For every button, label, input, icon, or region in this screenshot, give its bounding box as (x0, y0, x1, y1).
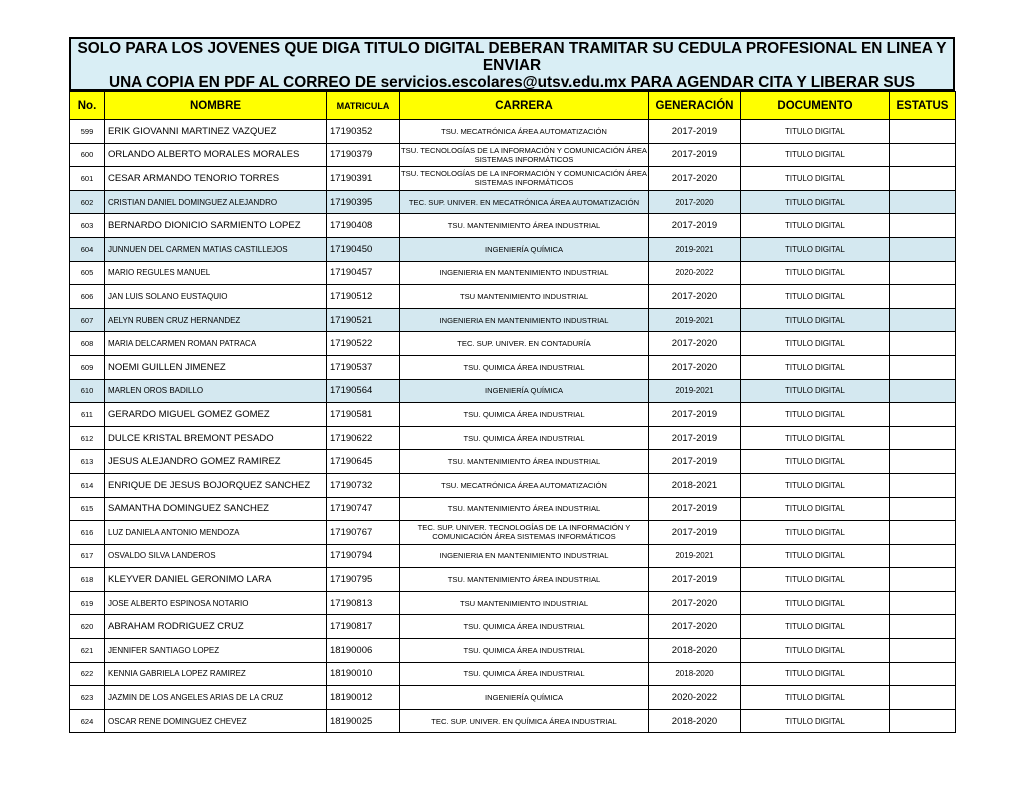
cell-matricula: 17190732 (327, 473, 400, 497)
table-row (70, 686, 956, 710)
cell-carrera: TEC. SUP. UNIVER. EN MECATRÓNICA ÁREA AUTOMATIZACIÓN (400, 190, 649, 214)
cell-matricula: 17190457 (327, 261, 400, 285)
cell-matricula: 17190512 (327, 285, 400, 309)
cell-generacion: 2018-2021 (649, 473, 741, 497)
cell-generacion: 2017-2020 (649, 285, 741, 309)
cell-documento: TITULO DIGITAL (741, 237, 890, 261)
cell-documento: TITULO DIGITAL (741, 355, 890, 379)
cell-documento: TITULO DIGITAL (741, 214, 890, 238)
cell-matricula: 17190813 (327, 591, 400, 615)
header-no: No. (70, 92, 105, 120)
cell-generacion: 2019-2021 (649, 237, 741, 261)
cell-no: 606 (70, 285, 105, 309)
cell-documento: TITULO DIGITAL (741, 403, 890, 427)
cell-estatus (890, 261, 956, 285)
cell-carrera: TSU. MANTENIMIENTO ÁREA INDUSTRIAL (400, 497, 649, 521)
cell-nombre: AELYN RUBEN CRUZ HERNANDEZ (105, 308, 327, 332)
cell-nombre: MARIO REGULES MANUEL (105, 261, 327, 285)
table-row (70, 120, 956, 144)
cell-generacion: 2018-2020 (649, 639, 741, 663)
cell-nombre: JENNIFER SANTIAGO LOPEZ (105, 639, 327, 663)
cell-documento: TITULO DIGITAL (741, 308, 890, 332)
cell-generacion: 2018-2020 (649, 709, 741, 733)
cell-no: 602 (70, 190, 105, 214)
cell-estatus (890, 214, 956, 238)
cell-matricula: 17190395 (327, 190, 400, 214)
cell-estatus (890, 120, 956, 144)
header-matricula: MATRICULA (327, 92, 400, 120)
cell-estatus (890, 355, 956, 379)
cell-estatus (890, 403, 956, 427)
cell-estatus (890, 686, 956, 710)
cell-nombre: GERARDO MIGUEL GOMEZ GOMEZ (105, 403, 327, 427)
cell-documento: TITULO DIGITAL (741, 615, 890, 639)
cell-no: 600 (70, 143, 105, 167)
table-row (70, 709, 956, 733)
cell-estatus (890, 639, 956, 663)
cell-documento: TITULO DIGITAL (741, 285, 890, 309)
cell-no: 605 (70, 261, 105, 285)
table-row (70, 403, 956, 427)
table-row (70, 473, 956, 497)
table-row (70, 568, 956, 592)
cell-matricula: 17190537 (327, 355, 400, 379)
cell-documento: TITULO DIGITAL (741, 450, 890, 474)
cell-estatus (890, 544, 956, 568)
cell-no: 603 (70, 214, 105, 238)
cell-nombre: MARLEN OROS BADILLO (105, 379, 327, 403)
cell-generacion: 2017-2019 (649, 403, 741, 427)
cell-estatus (890, 143, 956, 167)
table-row (70, 355, 956, 379)
cell-carrera: INGENIERÍA QUÍMICA (400, 379, 649, 403)
cell-estatus (890, 615, 956, 639)
cell-no: 619 (70, 591, 105, 615)
cell-no: 613 (70, 450, 105, 474)
cell-generacion: 2020-2022 (649, 261, 741, 285)
cell-estatus (890, 709, 956, 733)
cell-no: 611 (70, 403, 105, 427)
cell-nombre: SAMANTHA DOMINGUEZ SANCHEZ (105, 497, 327, 521)
cell-documento: TITULO DIGITAL (741, 190, 890, 214)
cell-estatus (890, 426, 956, 450)
cell-nombre: JAN LUIS SOLANO EUSTAQUIO (105, 285, 327, 309)
cell-no: 618 (70, 568, 105, 592)
cell-no: 610 (70, 379, 105, 403)
cell-no: 599 (70, 120, 105, 144)
cell-generacion: 2017-2020 (649, 615, 741, 639)
cell-matricula: 17190564 (327, 379, 400, 403)
cell-documento: TITULO DIGITAL (741, 521, 890, 545)
cell-nombre: KLEYVER DANIEL GERONIMO LARA (105, 568, 327, 592)
cell-no: 616 (70, 521, 105, 545)
cell-estatus (890, 379, 956, 403)
cell-generacion: 2017-2019 (649, 120, 741, 144)
cell-generacion: 2017-2019 (649, 568, 741, 592)
cell-matricula: 17190391 (327, 167, 400, 191)
cell-documento: TITULO DIGITAL (741, 709, 890, 733)
students-table (69, 91, 956, 733)
cell-nombre: CRISTIAN DANIEL DOMINGUEZ ALEJANDRO (105, 190, 327, 214)
notice-line-2: UNA COPIA EN PDF AL CORREO DE servicios.escolares@utsv.edu.mx PARA AGENDAR CITA Y LIBERAR SUS (108, 74, 916, 91)
cell-generacion: 2017-2020 (649, 591, 741, 615)
cell-carrera: TSU. QUIMICA ÁREA INDUSTRIAL (400, 403, 649, 427)
cell-nombre: BERNARDO DIONICIO SARMIENTO LOPEZ (105, 214, 327, 238)
cell-matricula: 18190025 (327, 709, 400, 733)
notice-banner (69, 37, 955, 91)
cell-carrera: TEC. SUP. UNIVER. TECNOLOGÍAS DE LA INFORMACIÓN Y COMUNICACIÓN ÁREA SISTEMAS INFORMÁTICOS (400, 521, 649, 545)
cell-generacion: 2018-2020 (649, 662, 741, 686)
cell-carrera: TSU. TECNOLOGÍAS DE LA INFORMACIÓN Y COMUNICACIÓN ÁREA SISTEMAS INFORMÁTICOS (400, 167, 649, 191)
cell-nombre: NOEMI GUILLEN JIMENEZ (105, 355, 327, 379)
cell-documento: TITULO DIGITAL (741, 120, 890, 144)
table-row (70, 214, 956, 238)
cell-no: 623 (70, 686, 105, 710)
table-row (70, 308, 956, 332)
cell-generacion: 2017-2019 (649, 521, 741, 545)
cell-generacion: 2019-2021 (649, 308, 741, 332)
cell-generacion: 2017-2020 (649, 167, 741, 191)
cell-carrera: INGENIERIA EN MANTENIMIENTO INDUSTRIAL (400, 544, 649, 568)
cell-no: 609 (70, 355, 105, 379)
cell-generacion: 2017-2019 (649, 426, 741, 450)
cell-generacion: 2017-2020 (649, 332, 741, 356)
cell-documento: TITULO DIGITAL (741, 143, 890, 167)
cell-no: 604 (70, 237, 105, 261)
cell-nombre: ERIK GIOVANNI MARTINEZ VAZQUEZ (105, 120, 327, 144)
cell-documento: TITULO DIGITAL (741, 261, 890, 285)
cell-nombre: CESAR ARMANDO TENORIO TORRES (105, 167, 327, 191)
cell-documento: TITULO DIGITAL (741, 332, 890, 356)
cell-nombre: KENNIA GABRIELA LOPEZ RAMIREZ (105, 662, 327, 686)
cell-generacion: 2020-2022 (649, 686, 741, 710)
cell-documento: TITULO DIGITAL (741, 167, 890, 191)
cell-matricula: 17190622 (327, 426, 400, 450)
cell-no: 608 (70, 332, 105, 356)
cell-matricula: 17190794 (327, 544, 400, 568)
table-row (70, 237, 956, 261)
cell-documento: TITULO DIGITAL (741, 591, 890, 615)
cell-nombre: ORLANDO ALBERTO MORALES MORALES (105, 143, 327, 167)
cell-no: 624 (70, 709, 105, 733)
cell-no: 607 (70, 308, 105, 332)
cell-carrera: TSU MANTENIMIENTO INDUSTRIAL (400, 285, 649, 309)
cell-no: 601 (70, 167, 105, 191)
table-row (70, 426, 956, 450)
cell-no: 615 (70, 497, 105, 521)
cell-matricula: 18190010 (327, 662, 400, 686)
header-documento: DOCUMENTO (741, 92, 890, 120)
cell-matricula: 18190006 (327, 639, 400, 663)
cell-matricula: 17190767 (327, 521, 400, 545)
cell-matricula: 17190521 (327, 308, 400, 332)
cell-carrera: INGENIERÍA QUÍMICA (400, 237, 649, 261)
header-estatus: ESTATUS (890, 92, 956, 120)
cell-no: 614 (70, 473, 105, 497)
table-row (70, 261, 956, 285)
cell-carrera: INGENIERÍA QUÍMICA (400, 686, 649, 710)
cell-nombre: DULCE KRISTAL BREMONT PESADO (105, 426, 327, 450)
cell-generacion: 2017-2019 (649, 143, 741, 167)
cell-generacion: 2019-2021 (649, 544, 741, 568)
cell-carrera: INGENIERIA EN MANTENIMIENTO INDUSTRIAL (400, 261, 649, 285)
cell-generacion: 2017-2019 (649, 450, 741, 474)
cell-documento: TITULO DIGITAL (741, 686, 890, 710)
document-sheet (69, 37, 955, 733)
header-generacion: GENERACIÓN (649, 92, 741, 120)
table-row (70, 544, 956, 568)
cell-matricula: 17190408 (327, 214, 400, 238)
cell-carrera: TSU. QUIMICA ÁREA INDUSTRIAL (400, 426, 649, 450)
cell-estatus (890, 332, 956, 356)
table-row (70, 190, 956, 214)
cell-matricula: 18190012 (327, 686, 400, 710)
cell-carrera: TSU. MANTENIMIENTO ÁREA INDUSTRIAL (400, 214, 649, 238)
table-header-row (70, 92, 956, 120)
cell-carrera: TSU. MECATRÓNICA ÁREA AUTOMATIZACIÓN (400, 120, 649, 144)
cell-documento: TITULO DIGITAL (741, 662, 890, 686)
table-row (70, 167, 956, 191)
cell-estatus (890, 167, 956, 191)
cell-matricula: 17190747 (327, 497, 400, 521)
cell-estatus (890, 308, 956, 332)
cell-estatus (890, 190, 956, 214)
cell-carrera: TSU. MANTENIMIENTO ÁREA INDUSTRIAL (400, 450, 649, 474)
cell-estatus (890, 237, 956, 261)
cell-carrera: INGENIERIA EN MANTENIMIENTO INDUSTRIAL (400, 308, 649, 332)
cell-matricula: 17190581 (327, 403, 400, 427)
cell-matricula: 17190795 (327, 568, 400, 592)
cell-estatus (890, 521, 956, 545)
cell-estatus (890, 285, 956, 309)
cell-nombre: MARIA DELCARMEN ROMAN PATRACA (105, 332, 327, 356)
cell-estatus (890, 450, 956, 474)
cell-nombre: ENRIQUE DE JESUS BOJORQUEZ SANCHEZ (105, 473, 327, 497)
cell-generacion: 2019-2021 (649, 379, 741, 403)
cell-no: 612 (70, 426, 105, 450)
cell-no: 621 (70, 639, 105, 663)
table-row (70, 450, 956, 474)
cell-nombre: OSVALDO SILVA LANDEROS (105, 544, 327, 568)
cell-matricula: 17190450 (327, 237, 400, 261)
table-row (70, 521, 956, 545)
cell-carrera: TSU. MECATRÓNICA ÁREA AUTOMATIZACIÓN (400, 473, 649, 497)
table-row (70, 143, 956, 167)
cell-estatus (890, 497, 956, 521)
cell-carrera: TSU. QUIMICA ÁREA INDUSTRIAL (400, 615, 649, 639)
table-row (70, 615, 956, 639)
cell-carrera: TSU MANTENIMIENTO INDUSTRIAL (400, 591, 649, 615)
cell-nombre: JOSE ALBERTO ESPINOSA NOTARIO (105, 591, 327, 615)
cell-documento: TITULO DIGITAL (741, 426, 890, 450)
cell-generacion: 2017-2020 (649, 190, 741, 214)
cell-estatus (890, 473, 956, 497)
header-carrera: CARRERA (400, 92, 649, 120)
cell-nombre: ABRAHAM RODRIGUEZ CRUZ (105, 615, 327, 639)
cell-carrera: TEC. SUP. UNIVER. EN CONTADURÍA (400, 332, 649, 356)
cell-nombre: OSCAR RENE DOMINGUEZ CHEVEZ (105, 709, 327, 733)
table-row (70, 662, 956, 686)
cell-documento: TITULO DIGITAL (741, 497, 890, 521)
cell-carrera: TSU. QUIMICA ÁREA INDUSTRIAL (400, 355, 649, 379)
table-row (70, 497, 956, 521)
cell-nombre: JAZMIN DE LOS ANGELES ARIAS DE LA CRUZ (105, 686, 327, 710)
cell-no: 622 (70, 662, 105, 686)
cell-carrera: TEC. SUP. UNIVER. EN QUÍMICA ÁREA INDUSTRIAL (400, 709, 649, 733)
table-row (70, 379, 956, 403)
cell-nombre: JUNNUEN DEL CARMEN MATIAS CASTILLEJOS (105, 237, 327, 261)
cell-matricula: 17190522 (327, 332, 400, 356)
cell-estatus (890, 568, 956, 592)
cell-nombre: LUZ DANIELA ANTONIO MENDOZA (105, 521, 327, 545)
cell-matricula: 17190379 (327, 143, 400, 167)
cell-documento: TITULO DIGITAL (741, 379, 890, 403)
header-nombre: NOMBRE (105, 92, 327, 120)
notice-line-1: SOLO PARA LOS JOVENES QUE DIGA TITULO DIGITAL DEBERAN TRAMITAR SU CEDULA PROFESIONAL EN LINEA Y ENVIAR (77, 40, 947, 74)
cell-carrera: TSU. QUIMICA ÁREA INDUSTRIAL (400, 662, 649, 686)
cell-carrera: TSU. MANTENIMIENTO ÁREA INDUSTRIAL (400, 568, 649, 592)
table-row (70, 639, 956, 663)
cell-matricula: 17190645 (327, 450, 400, 474)
table-row (70, 591, 956, 615)
cell-estatus (890, 591, 956, 615)
cell-generacion: 2017-2019 (649, 497, 741, 521)
table-row (70, 285, 956, 309)
cell-estatus (890, 662, 956, 686)
cell-carrera: TSU. TECNOLOGÍAS DE LA INFORMACIÓN Y COMUNICACIÓN ÁREA SISTEMAS INFORMÁTICOS (400, 143, 649, 167)
cell-documento: TITULO DIGITAL (741, 568, 890, 592)
cell-no: 617 (70, 544, 105, 568)
cell-generacion: 2017-2020 (649, 355, 741, 379)
cell-nombre: JESUS ALEJANDRO GOMEZ RAMIREZ (105, 450, 327, 474)
cell-carrera: TSU. QUIMICA ÁREA INDUSTRIAL (400, 639, 649, 663)
cell-documento: TITULO DIGITAL (741, 639, 890, 663)
table-row (70, 332, 956, 356)
cell-matricula: 17190352 (327, 120, 400, 144)
cell-matricula: 17190817 (327, 615, 400, 639)
cell-no: 620 (70, 615, 105, 639)
cell-documento: TITULO DIGITAL (741, 544, 890, 568)
cell-generacion: 2017-2019 (649, 214, 741, 238)
cell-documento: TITULO DIGITAL (741, 473, 890, 497)
